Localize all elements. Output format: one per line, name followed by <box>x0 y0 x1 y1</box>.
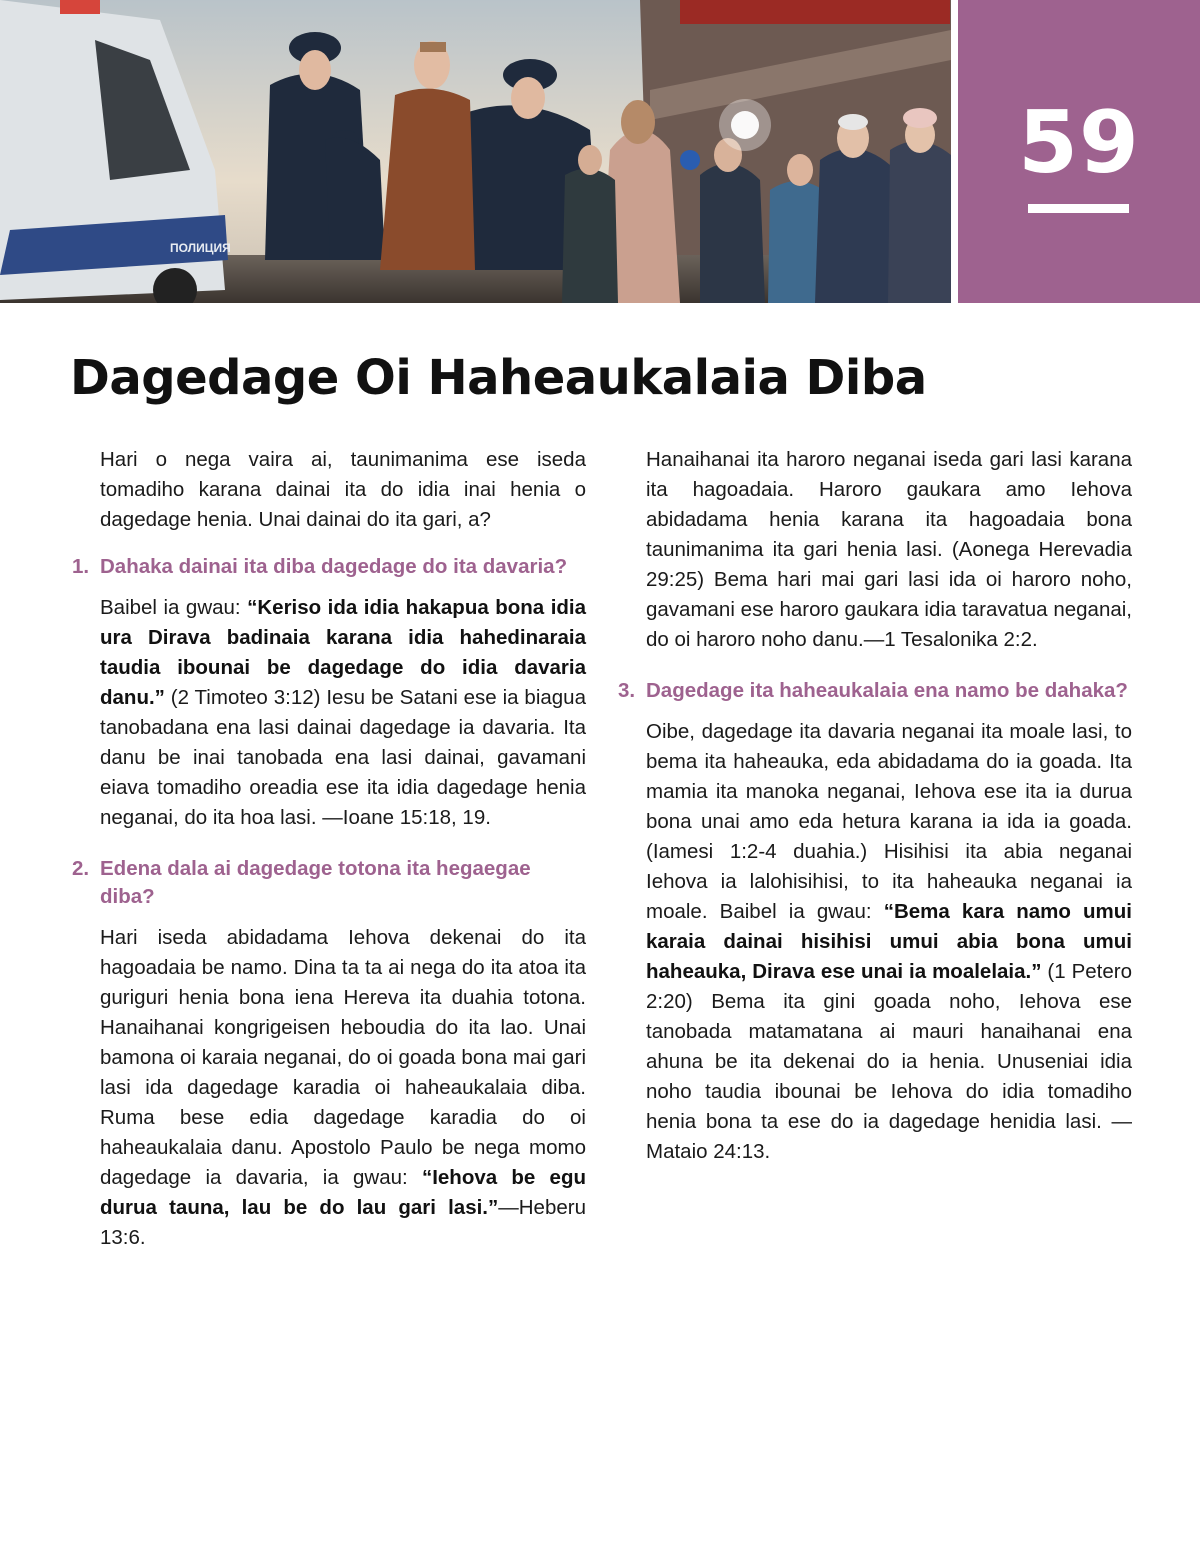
lesson-number: 59 <box>1018 93 1140 193</box>
question-3 <box>618 677 1132 705</box>
answer-2-continued: Hanaihanai ita haroro neganai iseda gari lasi karana ita hagoadaia. Haroro gaukara amo Iehova abidadama henia karana ita hagoadaia bona taunimanima ita gari henia lasi. (Aonega Herevadia 29:25) Bema hari mai gari lasi ida oi haroro noho, gavamani ese haroro gaukara idia taravatua neganai, do oi haroro noho danu.—1 Tesalonika 2:2. <box>646 448 1132 651</box>
answer-2 <box>100 923 586 1253</box>
question-number: 2. <box>72 857 90 880</box>
question-2 <box>72 855 586 911</box>
scripture-quote: “Keriso ida idia hakapua bona idia ura Dirava badinaia karana idia hahedinaraia taudia ibounai be dagedage do idia davaria danu.” <box>100 596 587 709</box>
answer-3 <box>646 717 1132 1167</box>
answer-text: Oibe, dagedage ita davaria neganai ita moale lasi, to bema ita haheauka, eda abidadama do ia goada. Ita mamia ita manoka neganai, Iehova ese ita ia durua bona unai amo eda hetura karana ia ida ia goada. (Iamesi 1:2-4 duahia.) Hisihisi ita abia neganai Iehova ia lalohisihisi, to ita haheauka neganai ia moale. Baibel ia gwau: <box>646 720 1132 923</box>
question-text: Dagedage ita haheaukalaia ena namo be dahaka? <box>646 679 1128 702</box>
right-column <box>618 445 1132 1167</box>
answer-text: —Heberu 13:6. <box>100 1196 586 1249</box>
answer-1 <box>100 593 586 833</box>
question-text: Dahaka dainai ita diba dagedage do ita davaria? <box>100 555 568 578</box>
lesson-underline <box>1028 204 1129 213</box>
question-text: Edena dala ai dagedage totona ita hegaegae diba? <box>100 857 531 908</box>
lesson-number-box <box>958 0 1200 303</box>
answer-text: (1 Petero 2:20) Bema ita gini goada noho, Iehova ese tanobada matamatana ai mauri hanaihanai ena ahuna be ita dekenai do ia henia. Unuseniai idia noho taudia ibounai be Iehova do idia tomadiho henia bona ta ese do ia dagedage henidia lasi. —Mataio 24:13. <box>646 960 1132 1163</box>
scripture-quote: “Iehova be egu durua tauna, lau be do lau gari lasi.” <box>100 1166 586 1219</box>
question-1 <box>72 553 586 581</box>
question-number: 3. <box>618 679 636 702</box>
answer-text: Hari iseda abidadama Iehova dekenai do ita hagoadaia be namo. Dina ta ta ai nega do ita atoa ita guriguri henia bona iena Hereva ita duahia totona. Hanaihanai kongrigeisen heboudia do ita lao. Unai bamona oi karaia neganai, do oi goada bona mai gari lasi ida dagedage karadia oi haheaukalaia diba. Ruma bese edia dagedage karadia do oi haheaukalaia danu. Apostolo Paulo be nega momo dagedage ia davaria, ia gwau: <box>100 926 586 1189</box>
header-photo <box>0 0 951 303</box>
van-sign: ПОЛИЦИЯ <box>170 241 231 255</box>
intro-paragraph: Hari o nega vaira ai, taunimanima ese iseda tomadiho karana dainai ita do idia inai henia o dagedage henia. Unai dainai do ita gari, a? <box>100 448 586 531</box>
page-title: Dagedage Oi Haheaukalaia Diba <box>70 350 927 406</box>
question-number: 1. <box>72 555 90 578</box>
left-column <box>72 445 587 1253</box>
answer-text: (2 Timoteo 3:12) Iesu be Satani ese ia biagua tanobadana ena lasi dainai dagedage ia davaria. Ita danu be inai tanobada ena lasi dainai, gavamani eiava tomadiho oreadia ese ita idia dagedage henia neganai, do ita hoa lasi. —Ioane 15:18, 19. <box>100 686 586 829</box>
scripture-quote: “Bema kara namo umui karaia dainai hisihisi umui abia bona umui haheauka, Dirava ese unai ia moalelaia.” <box>646 900 1132 983</box>
answer-text: Baibel ia gwau: <box>100 596 248 619</box>
